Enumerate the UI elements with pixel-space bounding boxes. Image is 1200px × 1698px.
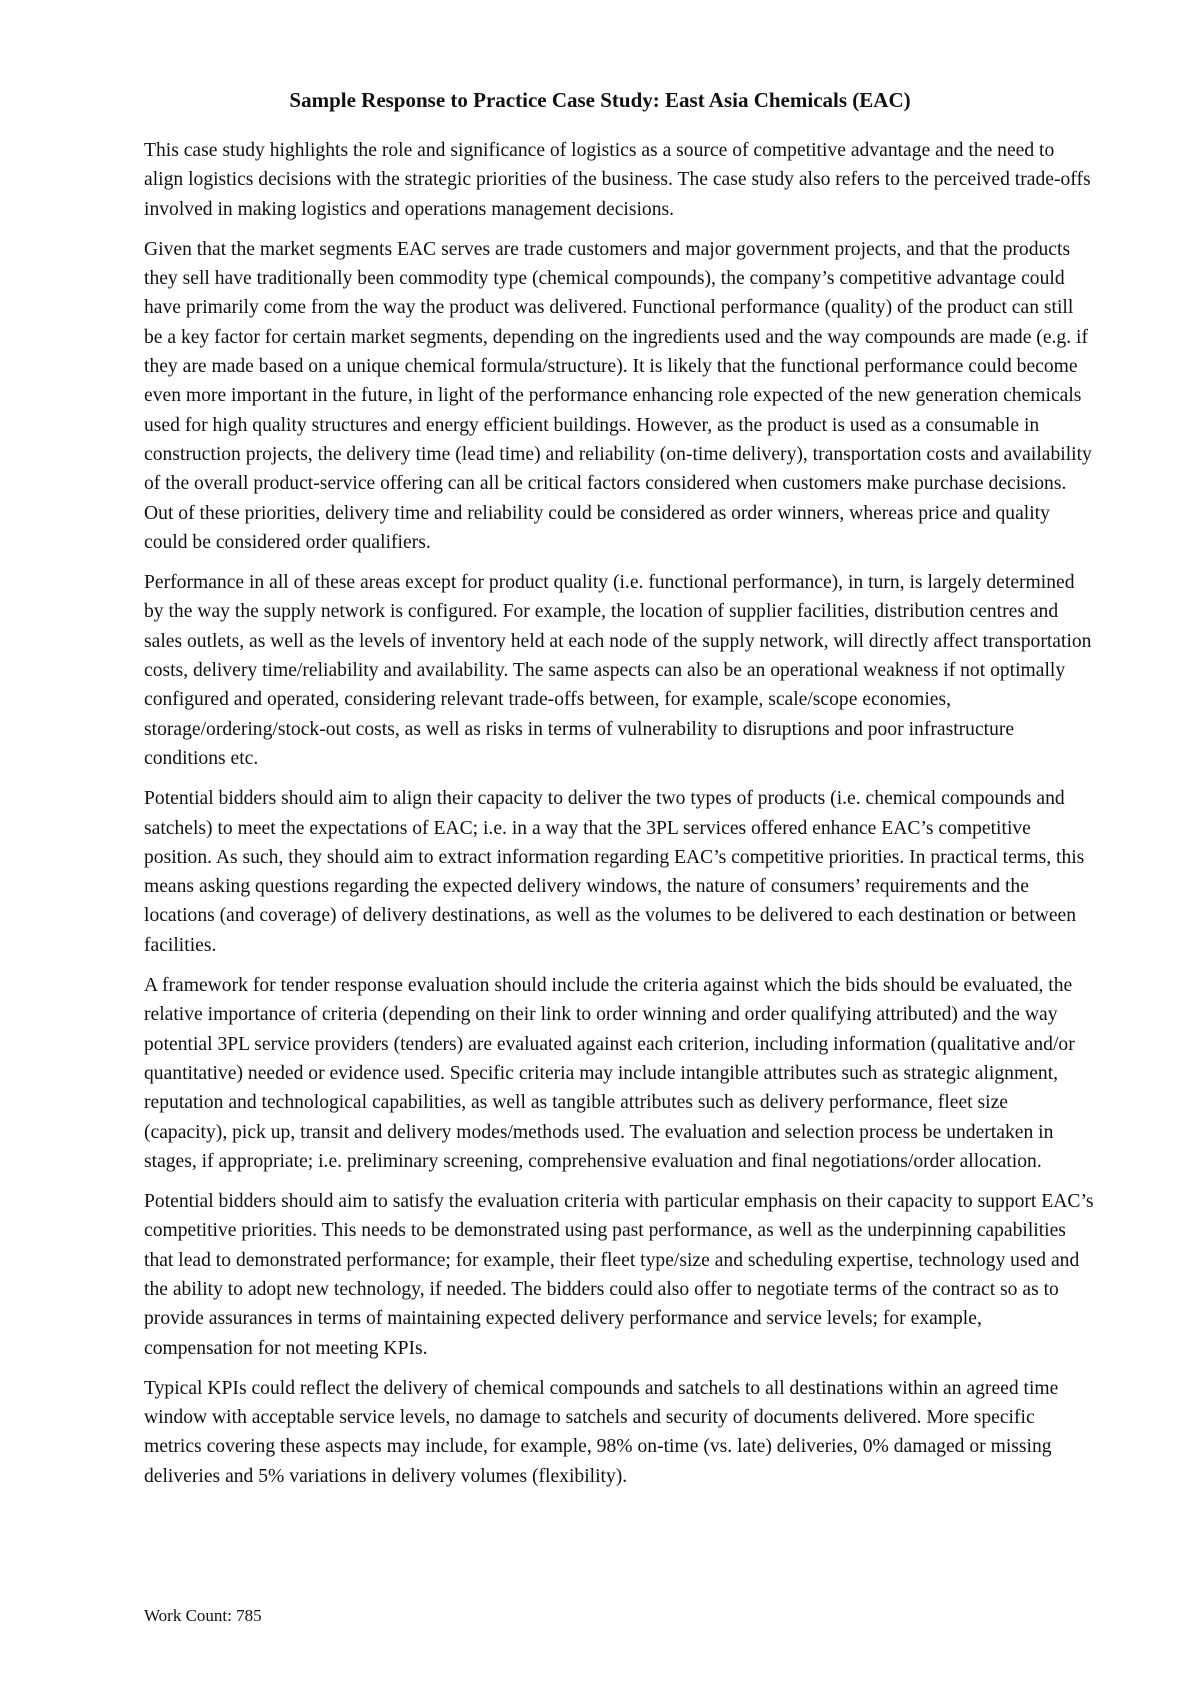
- paragraph-typical-kpis: Typical KPIs could reflect the delivery of chemical compounds and satchels to all destinations within an agreed time window with acceptable service levels, no damage to satchels and security of documents delivered. More specific metrics covering these aspects may include, for example, 98% on-time (vs. late) deliveries, 0% damaged or missing deliveries and 5% variations in delivery volumes (flexibility).: [144, 1377, 1059, 1487]
- paragraph-introduction: This case study highlights the role and significance of logistics as a source of competitive advantage and the need to align logistics decisions with the strategic priorities of the business. The case study also refers to the perceived trade-offs involved in making logistics and operations management decisions.: [144, 140, 1091, 220]
- paragraph-evaluation-framework: A framework for tender response evaluation should include the criteria against which the bids should be evaluated, the relative importance of criteria (depending on their link to order winning and order qualifying attributed) and the way potential 3PL service providers (tenders) are evaluated against each criterion, including information (qualitative and/or quantitative) needed or evidence used. Specific criteria may include intangible attributes such as strategic alignment, reputation and technological capabilities, as well as tangible attributes such as delivery performance, fleet size (capacity), pick up, transit and delivery modes/methods used. The evaluation and selection process be undertaken in stages, if appropriate; i.e. preliminary screening, comprehensive evaluation and final negotiations/order allocation.: [144, 975, 1075, 1172]
- word-count: Work Count: 785: [144, 1606, 262, 1625]
- paragraph-competitive-advantage: Given that the market segments EAC serves are trade customers and major government projects, and that the products they sell have traditionally been commodity type (chemical compounds), the company’s competitive advantage could have primarily come from the way the product was delivered. Functional performance (quality) of the product can still be a key factor for certain market segments, depending on the ingredients used and the way compounds are made (e.g. if they are made based on a unique chemical formula/structure). It is likely that the functional performance could become even more important in the future, in light of the performance enhancing role expected of the new generation chemicals used for high quality structures and energy efficient buildings. However, as the product is used as a consumable in construction projects, the delivery time (lead time) and reliability (on-time delivery), transportation costs and availability of the overall product-service offering can all be critical factors considered when customers make purchase decisions. Out of these priorities, delivery time and reliability could be considered as order winners, whereas price and quality could be considered order qualifiers.: [144, 238, 1092, 553]
- document-title: Sample Response to Practice Case Study: East Asia Chemicals (EAC): [289, 88, 911, 112]
- paragraph-bidder-strategy: Potential bidders should aim to satisfy the evaluation criteria with particular emphasis on their capacity to support EAC’s competitive priorities. This needs to be demonstrated using past performance, as well as the underpinning capabilities that lead to demonstrated performance; for example, their fleet type/size and scheduling expertise, technology used and the ability to adopt new technology, if needed. The bidders could also offer to negotiate terms of the contract so as to provide assurances in terms of maintaining expected delivery performance and service levels; for example, compensation for not meeting KPIs.: [144, 1191, 1094, 1359]
- document-body: [144, 136, 1094, 1502]
- paragraph-potential-bidders: Potential bidders should aim to align their capacity to deliver the two types of products (i.e. chemical compounds and satchels) to meet the expectations of EAC; i.e. in a way that the 3PL services offered enhance EAC’s competitive position. As such, they should aim to extract information regarding EAC’s competitive priorities. In practical terms, this means asking questions regarding the expected delivery windows, the nature of consumers’ requirements and the locations (and coverage) of delivery destinations, as well as the volumes to be delivered to each destination or between facilities.: [144, 788, 1085, 956]
- paragraph-supply-network: Performance in all of these areas except for product quality (i.e. functional performance), in turn, is largely determined by the way the supply network is configured. For example, the location of supplier facilities, distribution centres and sales outlets, as well as the levels of inventory held at each node of the supply network, will directly affect transportation costs, delivery time/reliability and availability. The same aspects can also be an operational weakness if not optimally configured and operated, considering relevant trade-offs between, for example, scale/scope economies, storage/ordering/stock-out costs, as well as risks in terms of vulnerability to disruptions and poor infrastructure conditions etc.: [144, 572, 1092, 769]
